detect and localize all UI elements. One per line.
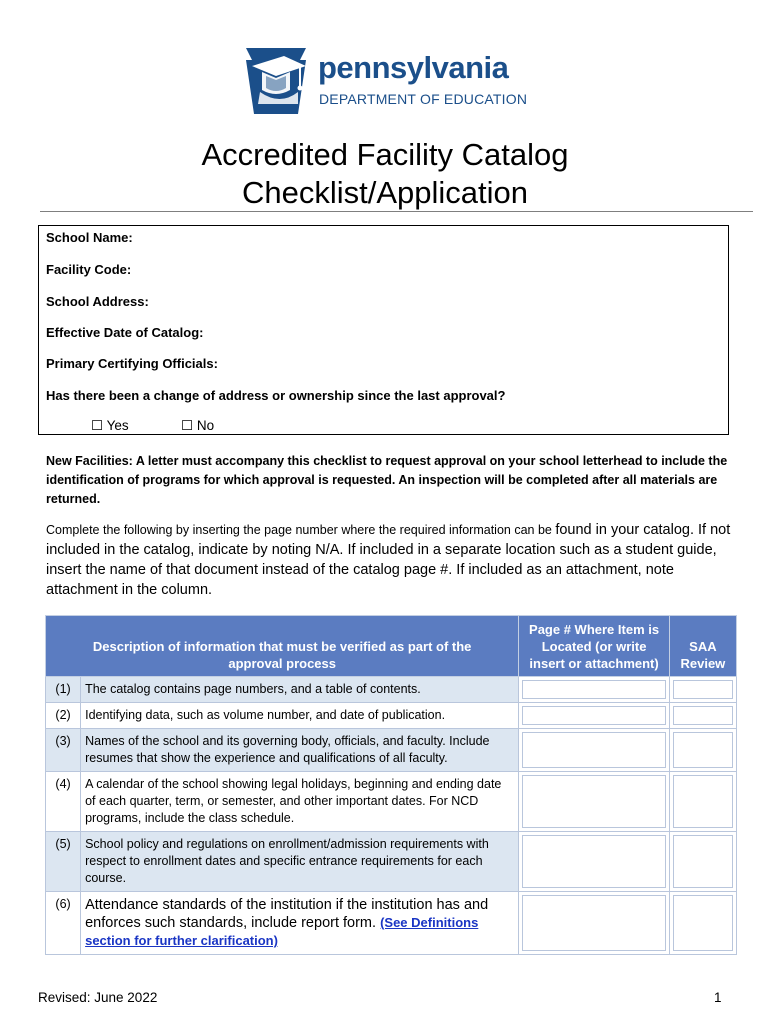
header-saa-review: SAA Review — [669, 616, 736, 677]
school-name-field[interactable]: School Name: — [46, 230, 133, 245]
page-title — [0, 136, 770, 212]
saa-review-cell[interactable] — [669, 703, 736, 729]
page-number-cell[interactable] — [519, 832, 669, 892]
facility-code-field[interactable]: Facility Code: — [46, 262, 132, 277]
new-facilities-note: New Facilities: A letter must accompany this checklist to request approval on your school letterhead to include the identification of programs for which approval is requested. An inspection will be completed after all materials are returned. — [46, 454, 728, 506]
yes-option[interactable] — [91, 418, 129, 434]
saa-review-cell[interactable] — [669, 892, 736, 955]
saa-review-cell[interactable] — [669, 729, 736, 772]
row-description-text: Attendance standards of the institution if the institution has and enforces such standards, include report form. — [85, 897, 489, 931]
row-number: (3) — [46, 729, 81, 772]
page-number-cell[interactable] — [519, 729, 669, 772]
table-header-row — [46, 616, 737, 677]
definitions-link[interactable]: (See Definitions section for further clarification) — [85, 915, 479, 948]
row-description — [81, 892, 519, 955]
saa-review-cell[interactable] — [669, 832, 736, 892]
row-description: The catalog contains page numbers, and a table of contents. — [81, 677, 519, 703]
no-checkbox[interactable]: ☐ — [181, 418, 194, 433]
table-row — [46, 729, 737, 772]
page-number-cell[interactable] — [519, 703, 669, 729]
title-divider — [40, 211, 753, 212]
no-label: No — [196, 418, 215, 433]
change-question: Has there been a change of address or ownership since the last approval? — [46, 388, 506, 403]
page-number: 1 — [714, 990, 722, 1005]
row-number: (1) — [46, 677, 81, 703]
table-row — [46, 832, 737, 892]
row-number: (6) — [46, 892, 81, 955]
logo-wordmark: pennsylvania — [318, 50, 509, 85]
school-address-field[interactable]: School Address: — [46, 294, 149, 309]
row-description: Names of the school and its governing body, officials, and faculty. Include resumes that show the experience and qualifications of all faculty. — [81, 729, 519, 772]
effective-date-field[interactable]: Effective Date of Catalog: — [46, 325, 204, 340]
yes-checkbox[interactable]: ☐ — [91, 418, 104, 433]
row-number: (5) — [46, 832, 81, 892]
keystone-graduation-cap-icon — [240, 46, 312, 116]
page-number-cell[interactable] — [519, 772, 669, 832]
certifying-officials-field[interactable]: Primary Certifying Officials: — [46, 356, 218, 371]
title-line-1: Accredited Facility Catalog — [201, 137, 569, 172]
yes-label: Yes — [106, 418, 129, 433]
logo-subtitle: DEPARTMENT OF EDUCATION — [319, 91, 528, 107]
table-row — [46, 772, 737, 832]
table-row — [46, 703, 737, 729]
title-line-2: Checklist/Application — [241, 175, 529, 210]
row-description: A calendar of the school showing legal holidays, beginning and ending date of each quarter, term, or semester, and other important dates. For NCD programs, include the class schedule. — [81, 772, 519, 832]
header-description: Description of information that must be verified as part of the approval process — [46, 616, 519, 677]
revised-date: Revised: June 2022 — [38, 990, 158, 1005]
table-row — [46, 892, 737, 955]
school-info-box — [38, 225, 729, 435]
pde-logo — [240, 46, 540, 116]
header-page-location: Page # Where Item is Located (or write insert or attachment) — [519, 616, 669, 677]
table-row — [46, 677, 737, 703]
instructions-part-1: Complete the following by inserting the page number where the required information can be — [46, 523, 556, 537]
saa-review-cell[interactable] — [669, 772, 736, 832]
row-number: (2) — [46, 703, 81, 729]
row-description: School policy and regulations on enrollment/admission requirements with respect to enrollment dates and specific entrance requirements for each course. — [81, 832, 519, 892]
page-number-cell[interactable] — [519, 892, 669, 955]
instructions-part-2: found in your catalog. If not included in the catalog, indicate by noting N/A. If included in a separate location such as a student guide, insert the name of that document instead of the catalog page #. If included as an attachment, note attachment in the column. — [46, 522, 731, 598]
row-description: Identifying data, such as volume number, and date of publication. — [81, 703, 519, 729]
row-number: (4) — [46, 772, 81, 832]
checklist-table — [45, 615, 737, 955]
no-option[interactable] — [181, 418, 214, 434]
page-number-cell[interactable] — [519, 677, 669, 703]
saa-review-cell[interactable] — [669, 677, 736, 703]
instructions — [46, 520, 736, 600]
